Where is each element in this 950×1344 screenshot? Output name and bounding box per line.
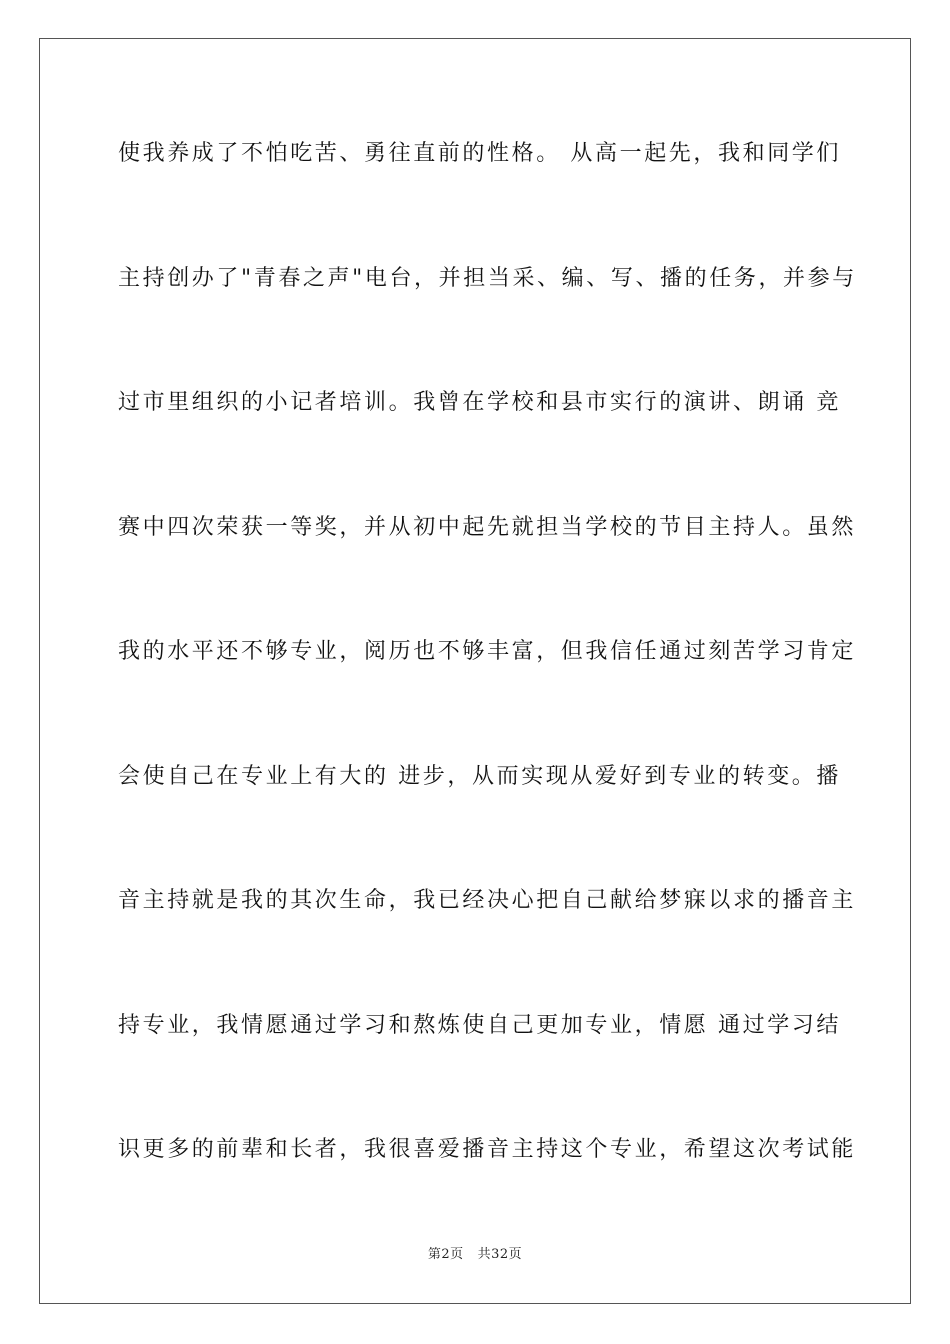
document-body	[118, 124, 857, 1245]
text-line: 使我养成了不怕吃苦、勇往直前的性格。 从高一起先，我和同学们	[118, 141, 841, 166]
page-total: 共32页	[477, 1247, 523, 1262]
text-line: 过市里组织的小记者培训。我曾在学校和县市实行的演讲、朗诵 竞	[118, 390, 841, 415]
text-line: 主持创办了"青春之声"电台，并担当采、编、写、播的任务，并参与	[118, 265, 857, 291]
text-line: 识更多的前辈和长者，我很喜爱播音主持这个专业，希望这次考试能	[118, 1137, 857, 1162]
text-line: 音主持就是我的其次生命，我已经决心把自己献给梦寐以求的播音主	[118, 888, 857, 913]
text-line: 赛中四次荣获一等奖，并从初中起先就担当学校的节目主持人。虽然	[118, 514, 857, 540]
text-line: 会使自己在专业上有大的 进步，从而实现从爱好到专业的转变。播	[118, 763, 841, 789]
text-line: 持专业，我情愿通过学习和熬炼使自己更加专业，情愿 通过学习结	[118, 1012, 841, 1038]
page-number: 第2页	[427, 1247, 464, 1262]
page-footer	[0, 1245, 950, 1265]
text-line: 我的水平还不够专业，阅历也不够丰富，但我信任通过刻苦学习肯定	[118, 639, 857, 664]
